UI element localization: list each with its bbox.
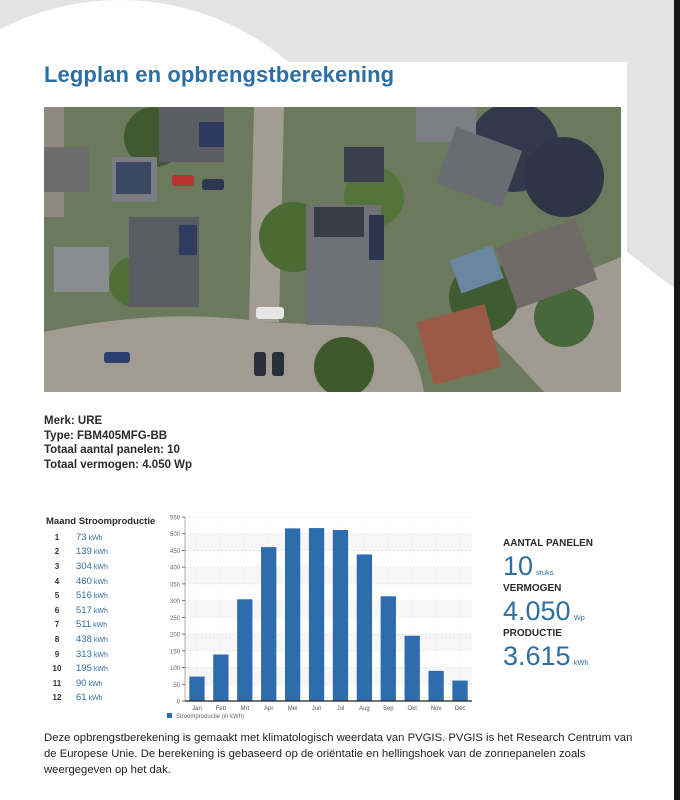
month-number: 7 bbox=[54, 620, 60, 630]
production-value: 139 kWh bbox=[76, 546, 108, 558]
table-row bbox=[46, 559, 155, 574]
y-tick-label: 300 bbox=[169, 599, 180, 606]
production-value: 517 kWh bbox=[76, 604, 108, 616]
aerial-photo-illustration bbox=[44, 107, 621, 392]
bar-feb bbox=[213, 654, 228, 701]
x-tick-label: Apr bbox=[264, 706, 274, 712]
grid-band bbox=[185, 634, 472, 651]
aerial-photo bbox=[44, 107, 621, 392]
y-tick-label: 350 bbox=[169, 582, 180, 589]
y-tick-label: 500 bbox=[169, 532, 180, 539]
month-number: 3 bbox=[54, 561, 60, 571]
table-row bbox=[46, 647, 155, 662]
x-tick-label: Feb bbox=[215, 706, 227, 712]
month-number: 1 bbox=[54, 532, 60, 542]
table-row bbox=[46, 661, 155, 676]
table-row bbox=[46, 545, 155, 560]
month-number: 11 bbox=[52, 678, 62, 688]
month-number: 4 bbox=[54, 576, 60, 586]
x-tick-label: Jun bbox=[311, 706, 322, 712]
table-rows bbox=[46, 530, 155, 705]
y-tick-label: 250 bbox=[169, 615, 180, 622]
window-edge bbox=[674, 0, 680, 800]
y-tick-label: 50 bbox=[173, 682, 180, 689]
x-tick-label: Sep bbox=[382, 706, 394, 712]
month-number: 6 bbox=[54, 605, 60, 615]
table-row bbox=[46, 691, 155, 706]
production-bar-chart bbox=[155, 510, 480, 725]
production-value: 3.615 kWh bbox=[503, 641, 589, 671]
panels-label: AANTAL PANELEN bbox=[503, 538, 593, 549]
month-number: 12 bbox=[52, 693, 62, 703]
power-value: 4.050 Wp bbox=[503, 596, 585, 626]
x-tick-label: Mrt bbox=[240, 706, 250, 712]
table-row bbox=[46, 618, 155, 633]
spec-total-power: Totaal vermogen: 4.050 Wp bbox=[44, 458, 193, 471]
x-tick-label: Jan bbox=[192, 706, 202, 712]
table-row bbox=[46, 676, 155, 691]
summary-stats bbox=[503, 538, 593, 673]
y-tick-label: 100 bbox=[169, 666, 180, 673]
y-tick-label: 200 bbox=[169, 632, 180, 639]
panels-value: 10 stuks bbox=[503, 551, 554, 581]
production-value: 304 kWh bbox=[76, 560, 108, 572]
bar-sep bbox=[381, 596, 396, 701]
bar-mei bbox=[285, 528, 300, 701]
power-label: VERMOGEN bbox=[503, 583, 562, 594]
x-tick-label: Dec bbox=[454, 706, 466, 712]
legend-label: Stroomproductie (in kWh) bbox=[176, 714, 245, 720]
bar-nov bbox=[428, 671, 443, 701]
spec-type: Type: FBM405MFG-BB bbox=[44, 429, 168, 442]
x-tick-label: Jul bbox=[336, 706, 345, 712]
month-number: 8 bbox=[54, 634, 60, 644]
y-tick-label: 150 bbox=[169, 649, 180, 656]
spec-brand: Merk: URE bbox=[44, 415, 103, 427]
table-row bbox=[46, 530, 155, 545]
bar-aug bbox=[357, 554, 372, 701]
month-number: 10 bbox=[52, 664, 62, 674]
production-value: 438 kWh bbox=[76, 633, 108, 645]
table-row bbox=[46, 632, 155, 647]
bar-jul bbox=[333, 530, 348, 701]
bar-chart-canvas bbox=[155, 510, 480, 725]
bar-mrt bbox=[237, 599, 252, 701]
monthly-production-table bbox=[46, 516, 155, 705]
x-tick-label: Okt bbox=[407, 706, 417, 712]
page-title: Legplan en opbrengstberekening bbox=[44, 62, 395, 87]
x-tick-label: Aug bbox=[359, 706, 370, 712]
background-left-fill bbox=[0, 60, 30, 800]
table-row bbox=[46, 603, 155, 618]
month-number: 9 bbox=[54, 649, 60, 659]
legend-swatch bbox=[167, 713, 172, 718]
y-tick-label: 450 bbox=[169, 548, 180, 555]
background-right-fill bbox=[627, 252, 674, 800]
bar-jan bbox=[189, 677, 204, 701]
x-tick-label: Mei bbox=[287, 706, 298, 712]
bar-jun bbox=[309, 528, 324, 701]
footer-note: Deze opbrengstberekening is gemaakt met klimatologisch weerdata van PVGIS. PVGIS is het Research Centrum van de Europese Unie. De berekening is gebaseerd op de oriëntatie en hellingshoek van de zonnepanelen zoals weergegeven op het dak. bbox=[44, 732, 633, 777]
bar-okt bbox=[405, 636, 420, 701]
month-number: 2 bbox=[54, 547, 60, 557]
production-value: 516 kWh bbox=[76, 590, 108, 602]
grid-band bbox=[185, 601, 472, 618]
production-value: 313 kWh bbox=[76, 648, 108, 660]
bar-apr bbox=[261, 547, 276, 701]
production-value: 460 kWh bbox=[76, 575, 108, 587]
table-row bbox=[46, 588, 155, 603]
y-tick-label: 0 bbox=[176, 699, 180, 706]
production-value: 61 kWh bbox=[76, 692, 103, 704]
production-value: 90 kWh bbox=[76, 677, 103, 689]
bar-dec bbox=[452, 681, 467, 701]
month-number: 5 bbox=[54, 591, 60, 601]
spec-total-panels: Totaal aantal panelen: 10 bbox=[44, 444, 180, 456]
grid-band bbox=[185, 534, 472, 551]
x-tick-label: Nov bbox=[430, 706, 442, 712]
table-row bbox=[46, 574, 155, 589]
panel-specs bbox=[44, 414, 192, 472]
production-value: 73 kWh bbox=[76, 531, 103, 543]
production-value: 511 kWh bbox=[76, 619, 108, 631]
table-header: Maand Stroomproductie bbox=[46, 516, 156, 527]
y-tick-label: 400 bbox=[169, 565, 180, 572]
production-label: PRODUCTIE bbox=[503, 628, 562, 639]
grid-band bbox=[185, 567, 472, 584]
production-value: 195 kWh bbox=[76, 663, 108, 675]
y-tick-label: 550 bbox=[169, 515, 180, 522]
